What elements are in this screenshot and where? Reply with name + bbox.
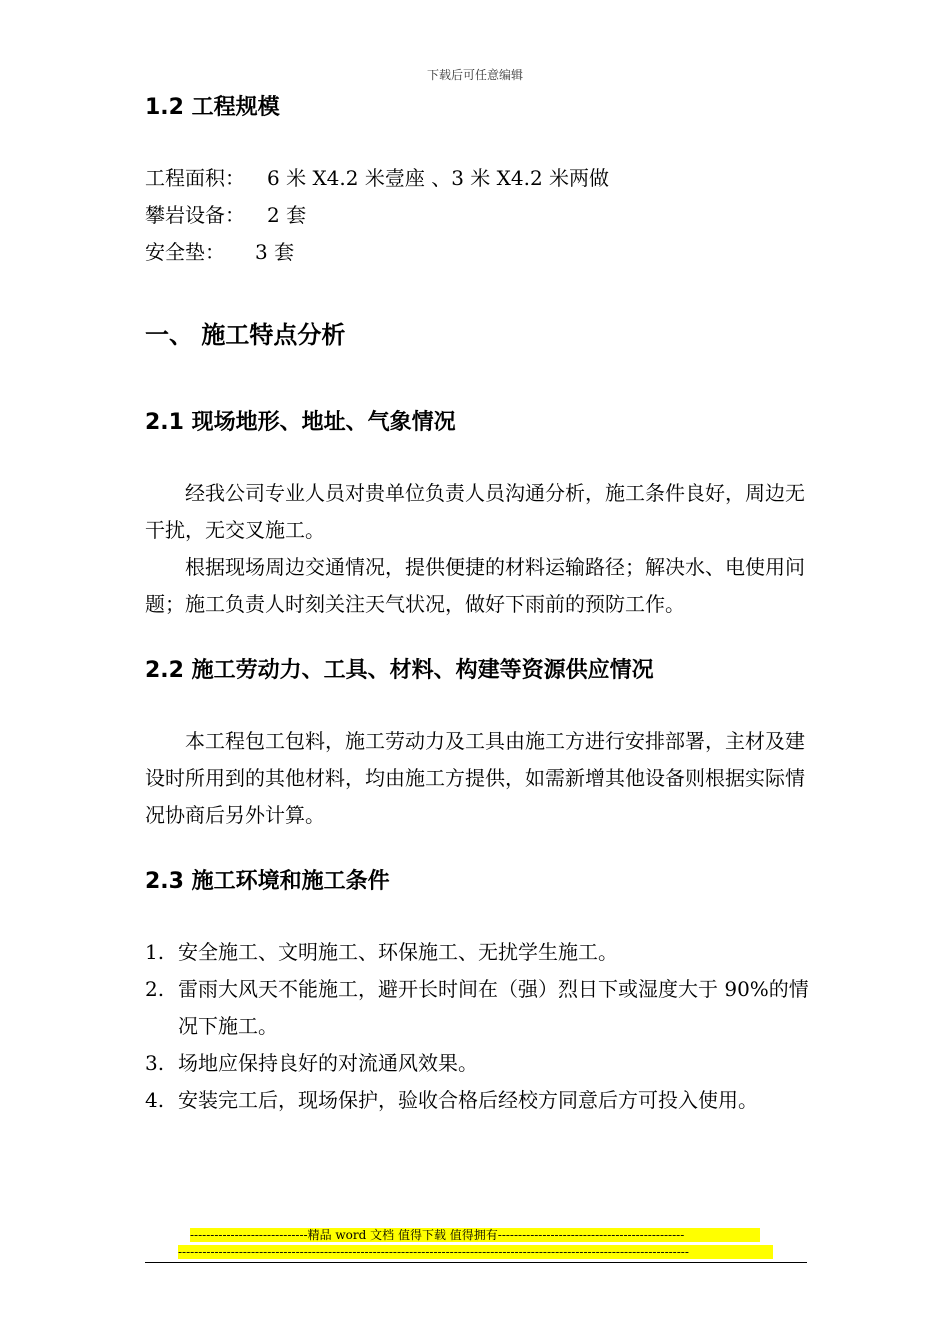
footer-line-2: ------------------------------------------------------------------------------------------------------------------------------ (178, 1245, 773, 1259)
section-title-2-3: 2.3 施工环境和施工条件 (145, 869, 390, 894)
list-number: 2. (145, 977, 165, 1001)
spec-label: 安全垫： (145, 240, 225, 264)
paragraph: 根据现场周边交通情况，提供便捷的材料运输路径；解决水、电使用问题；施工负责人时刻关注天气状况，做好下雨前的预防工作。 (145, 555, 805, 616)
list-text: 场地应保持良好的对流通风效果。 (178, 1051, 478, 1075)
list-item (145, 934, 810, 971)
spec-row-mat (145, 234, 810, 271)
list-item (145, 971, 810, 1045)
document-page (145, 90, 810, 1119)
condition-list (145, 934, 810, 1119)
spec-list (145, 160, 810, 271)
list-item (145, 1045, 810, 1082)
list-item (145, 1082, 810, 1119)
chapter-title-1: 一、 施工特点分析 (145, 321, 346, 349)
paragraph: 本工程包工包料，施工劳动力及工具由施工方进行安排部署，主材及建设时所用到的其他材料，均由施工方提供，如需新增其他设备则根据实际情况协商后另外计算。 (145, 729, 805, 827)
section-title-2-2: 2.2 施工劳动力、工具、材料、构建等资源供应情况 (145, 658, 654, 683)
header-note: 下载后可任意编辑 (426, 68, 523, 82)
footer-banner (178, 1228, 773, 1262)
spec-value: 3 套 (255, 240, 295, 264)
spec-value: 2 套 (267, 203, 307, 227)
list-text: 安装完工后，现场保护，验收合格后经校方同意后方可投入使用。 (178, 1088, 758, 1112)
footer-line-1: -----------------------------精品 word 文档 值得下载 值得拥有---------------------------------------------- (190, 1228, 760, 1242)
footer-divider (145, 1262, 807, 1263)
spec-label: 攀岩设备： (145, 203, 245, 227)
list-number: 4. (145, 1088, 165, 1112)
section-title-1-2: 1.2 工程规模 (145, 95, 280, 120)
spec-label: 工程面积： (145, 166, 245, 190)
list-text: 安全施工、文明施工、环保施工、无扰学生施工。 (178, 940, 618, 964)
spec-row-equipment (145, 197, 810, 234)
list-number: 1. (145, 940, 165, 964)
list-text: 雷雨大风天不能施工，避开长时间在（强）烈日下或湿度大于 90%的情况下施工。 (178, 977, 809, 1038)
section-title-2-1: 2.1 现场地形、地址、气象情况 (145, 410, 456, 435)
spec-row-area (145, 160, 810, 197)
spec-value: 6 米 X4.2 米壹座 、3 米 X4.2 米两做 (267, 166, 610, 190)
paragraph: 经我公司专业人员对贵单位负责人员沟通分析，施工条件良好，周边无干扰，无交叉施工。 (145, 481, 805, 542)
list-number: 3. (145, 1051, 165, 1075)
